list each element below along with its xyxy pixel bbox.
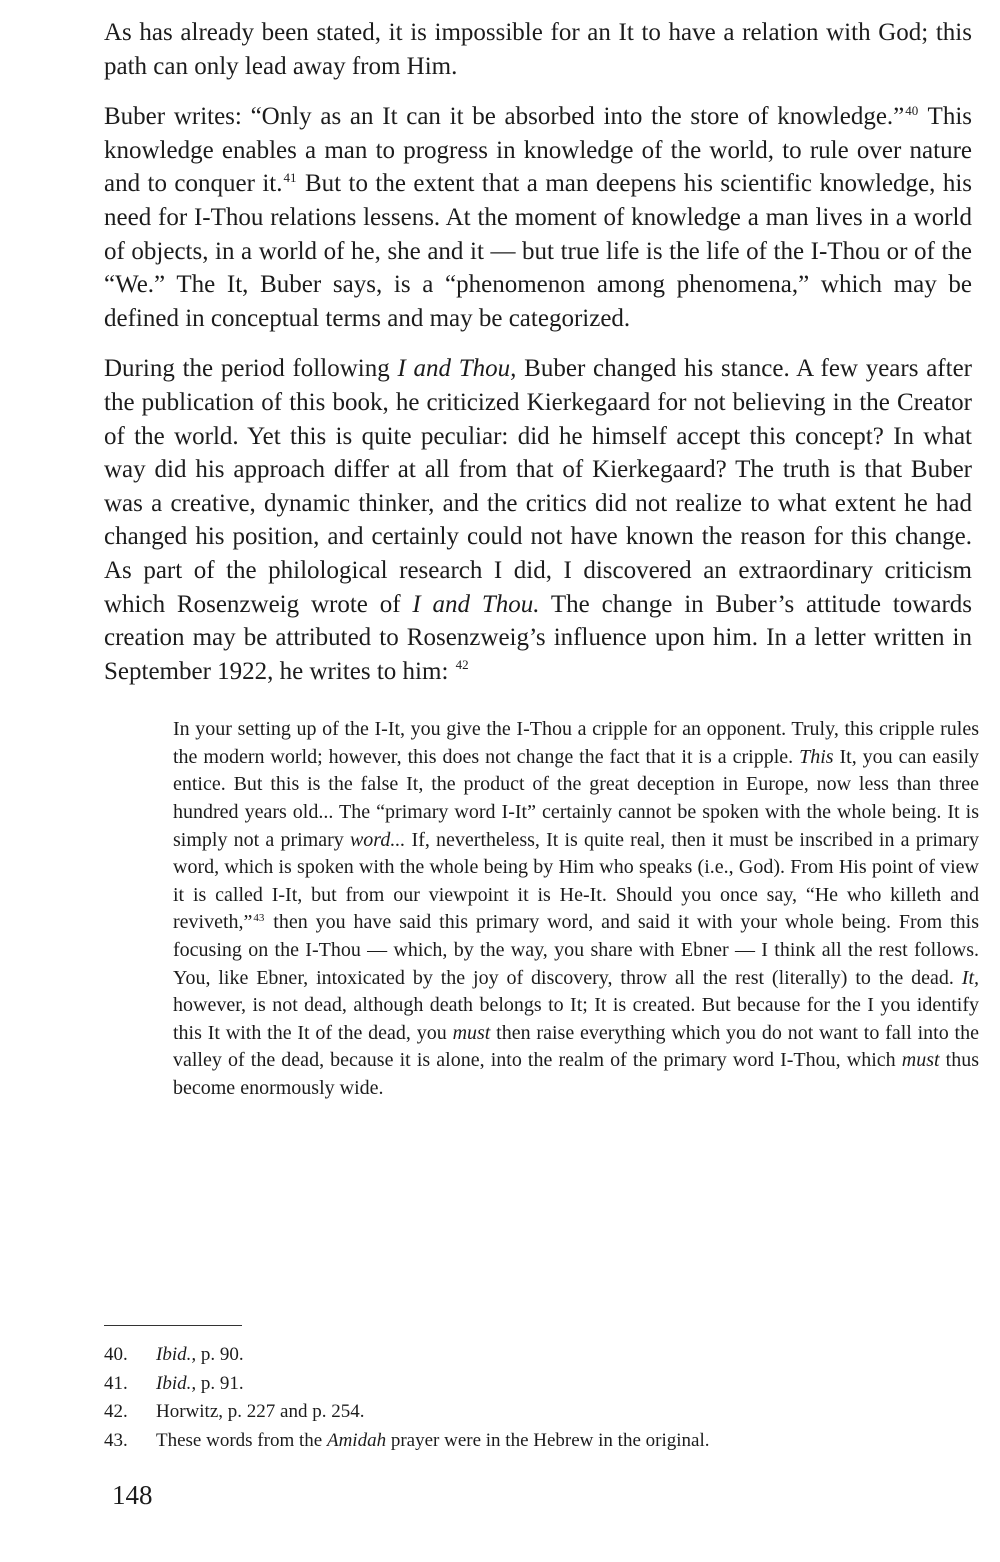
- text-run: In your setting up of the I-It, you give the I-Thou a cripple for an opponent. Truly, this cripple rules the modern world; however, this does not change the fact that it is a cripple.: [173, 718, 979, 768]
- italic-text: Ibid.,: [156, 1372, 197, 1394]
- text-run: prayer were in the Hebrew in the original.: [386, 1429, 710, 1451]
- footnote-text: [156, 1401, 364, 1422]
- text-run: During the period following: [104, 355, 398, 383]
- text-run: This knowledge enables a man to progress in knowledge of the world, to rule over nature and to conquer it.: [104, 103, 972, 198]
- italic-text: It,: [961, 966, 979, 989]
- italic-text: Amidah: [326, 1429, 387, 1451]
- text-run: p. 90.: [196, 1344, 244, 1365]
- footnote-text: [156, 1430, 709, 1451]
- italic-text: word...: [349, 828, 406, 851]
- text-run: As has already been stated, it is impossible for an It to have a relation with God; this path can only lead away from Him.: [104, 19, 972, 80]
- footnote-number: 43.: [104, 1429, 128, 1451]
- italic-text: must: [901, 1049, 940, 1072]
- footnote: [104, 1427, 709, 1456]
- paragraph: [104, 100, 972, 335]
- footnote-number: 40.: [104, 1344, 128, 1365]
- footnote-ref: 40: [905, 102, 919, 118]
- text-run: Buber writes: “Only as an It can it be absorbed into the store of knowledge.”: [104, 103, 905, 131]
- footnotes: [104, 1341, 709, 1455]
- text-run: p. 91.: [196, 1372, 244, 1394]
- italic-text: I and Thou,: [397, 355, 517, 383]
- block-quote: [173, 716, 979, 1102]
- footnote-number: 41.: [104, 1372, 128, 1394]
- footnote-number: 42.: [104, 1401, 128, 1422]
- text-run: Buber changed his stance. A few years after the publication of this book, he criticized Kierkegaard for not believing in the Creator of the world. Yet this is quite peculiar: did he himself accept this concept? In what way did his approach differ at all from that of Kierkegaard? The truth is that Buber was a creative, dynamic thinker, and the critics did not realize to what extent he had changed his position, and certainly could not have known the reason for this change. As part of the philological research I did, I discovered an extraordinary criticism which Rosenzweig wrote of: [104, 355, 972, 618]
- text-run: then you have said this primary word, and said it with your whole being. From this focusing on the I-Thou — which, by the way, you share with Ebner — I think all the rest follows. You, like Ebner, intoxicated by the joy of discovery, throw all the rest (literally) to the dead.: [173, 911, 979, 989]
- footnote-text: [156, 1373, 244, 1394]
- text-run: then raise everything which you do not want to fall into the valley of the dead, because it is alone, into the realm of the primary word I-Thou, which: [173, 1021, 979, 1072]
- text-run: But to the extent that a man deepens his scientific knowledge, his need for I-Thou relations lessens. At the moment of knowledge a man lives in a world of objects, in a world of he, she and it — but true life is the life of the I-Thou or of the “We.” The It, Buber says, is a “phenomenon among phenomena,” which may be defined in conceptual terms and may be categorized.: [104, 170, 972, 332]
- page-number: 148: [112, 1480, 153, 1510]
- text-run: It, you can easily entice. But this is the false It, the product of the great deception in Europe, now less than three hundred years old... The “primary word I-It” certainly cannot be spoken with the whole being. It is simply not a primary: [173, 745, 979, 851]
- italic-text: This: [799, 745, 834, 768]
- footnote-ref: 42: [455, 657, 469, 673]
- paragraph: [104, 16, 972, 83]
- text-run: however, is not dead, although death belongs to It; It is created. But because for the I you identify this It with the It of the dead, you: [173, 994, 979, 1044]
- text-run: If, nevertheless, It is quite real, then it must be inscribed in a primary word, which is spoken with the whole being by Him who speaks (i.e., God). From His point of view it is called I-It, but from our viewpoint it is He-It. Should you once say, “He who killeth and reviveth,”: [173, 828, 980, 934]
- text-run: thus become enormously wide.: [173, 1049, 980, 1099]
- footnote-text: [156, 1344, 244, 1365]
- footnote: [104, 1398, 709, 1427]
- text-run: These words from the: [156, 1429, 327, 1451]
- text-run: The change in Buber’s attitude towards creation may be attributed to Rosenzweig’s influence upon him. In a letter written in September 1922, he writes to him:: [104, 590, 972, 685]
- footnote-ref: 43: [253, 911, 265, 924]
- italic-text: must: [452, 1021, 491, 1044]
- footnote-ref: 41: [283, 170, 297, 186]
- page-body: [104, 16, 980, 1103]
- paragraph: [104, 352, 972, 688]
- body-text: [104, 16, 972, 688]
- text-run: Horwitz, p. 227 and p. 254.: [156, 1401, 365, 1422]
- footnote: [104, 1370, 709, 1399]
- footnote-rule: [104, 1325, 242, 1326]
- italic-text: I and Thou.: [412, 590, 540, 618]
- italic-text: Ibid.,: [156, 1344, 197, 1365]
- footnote: [104, 1341, 709, 1370]
